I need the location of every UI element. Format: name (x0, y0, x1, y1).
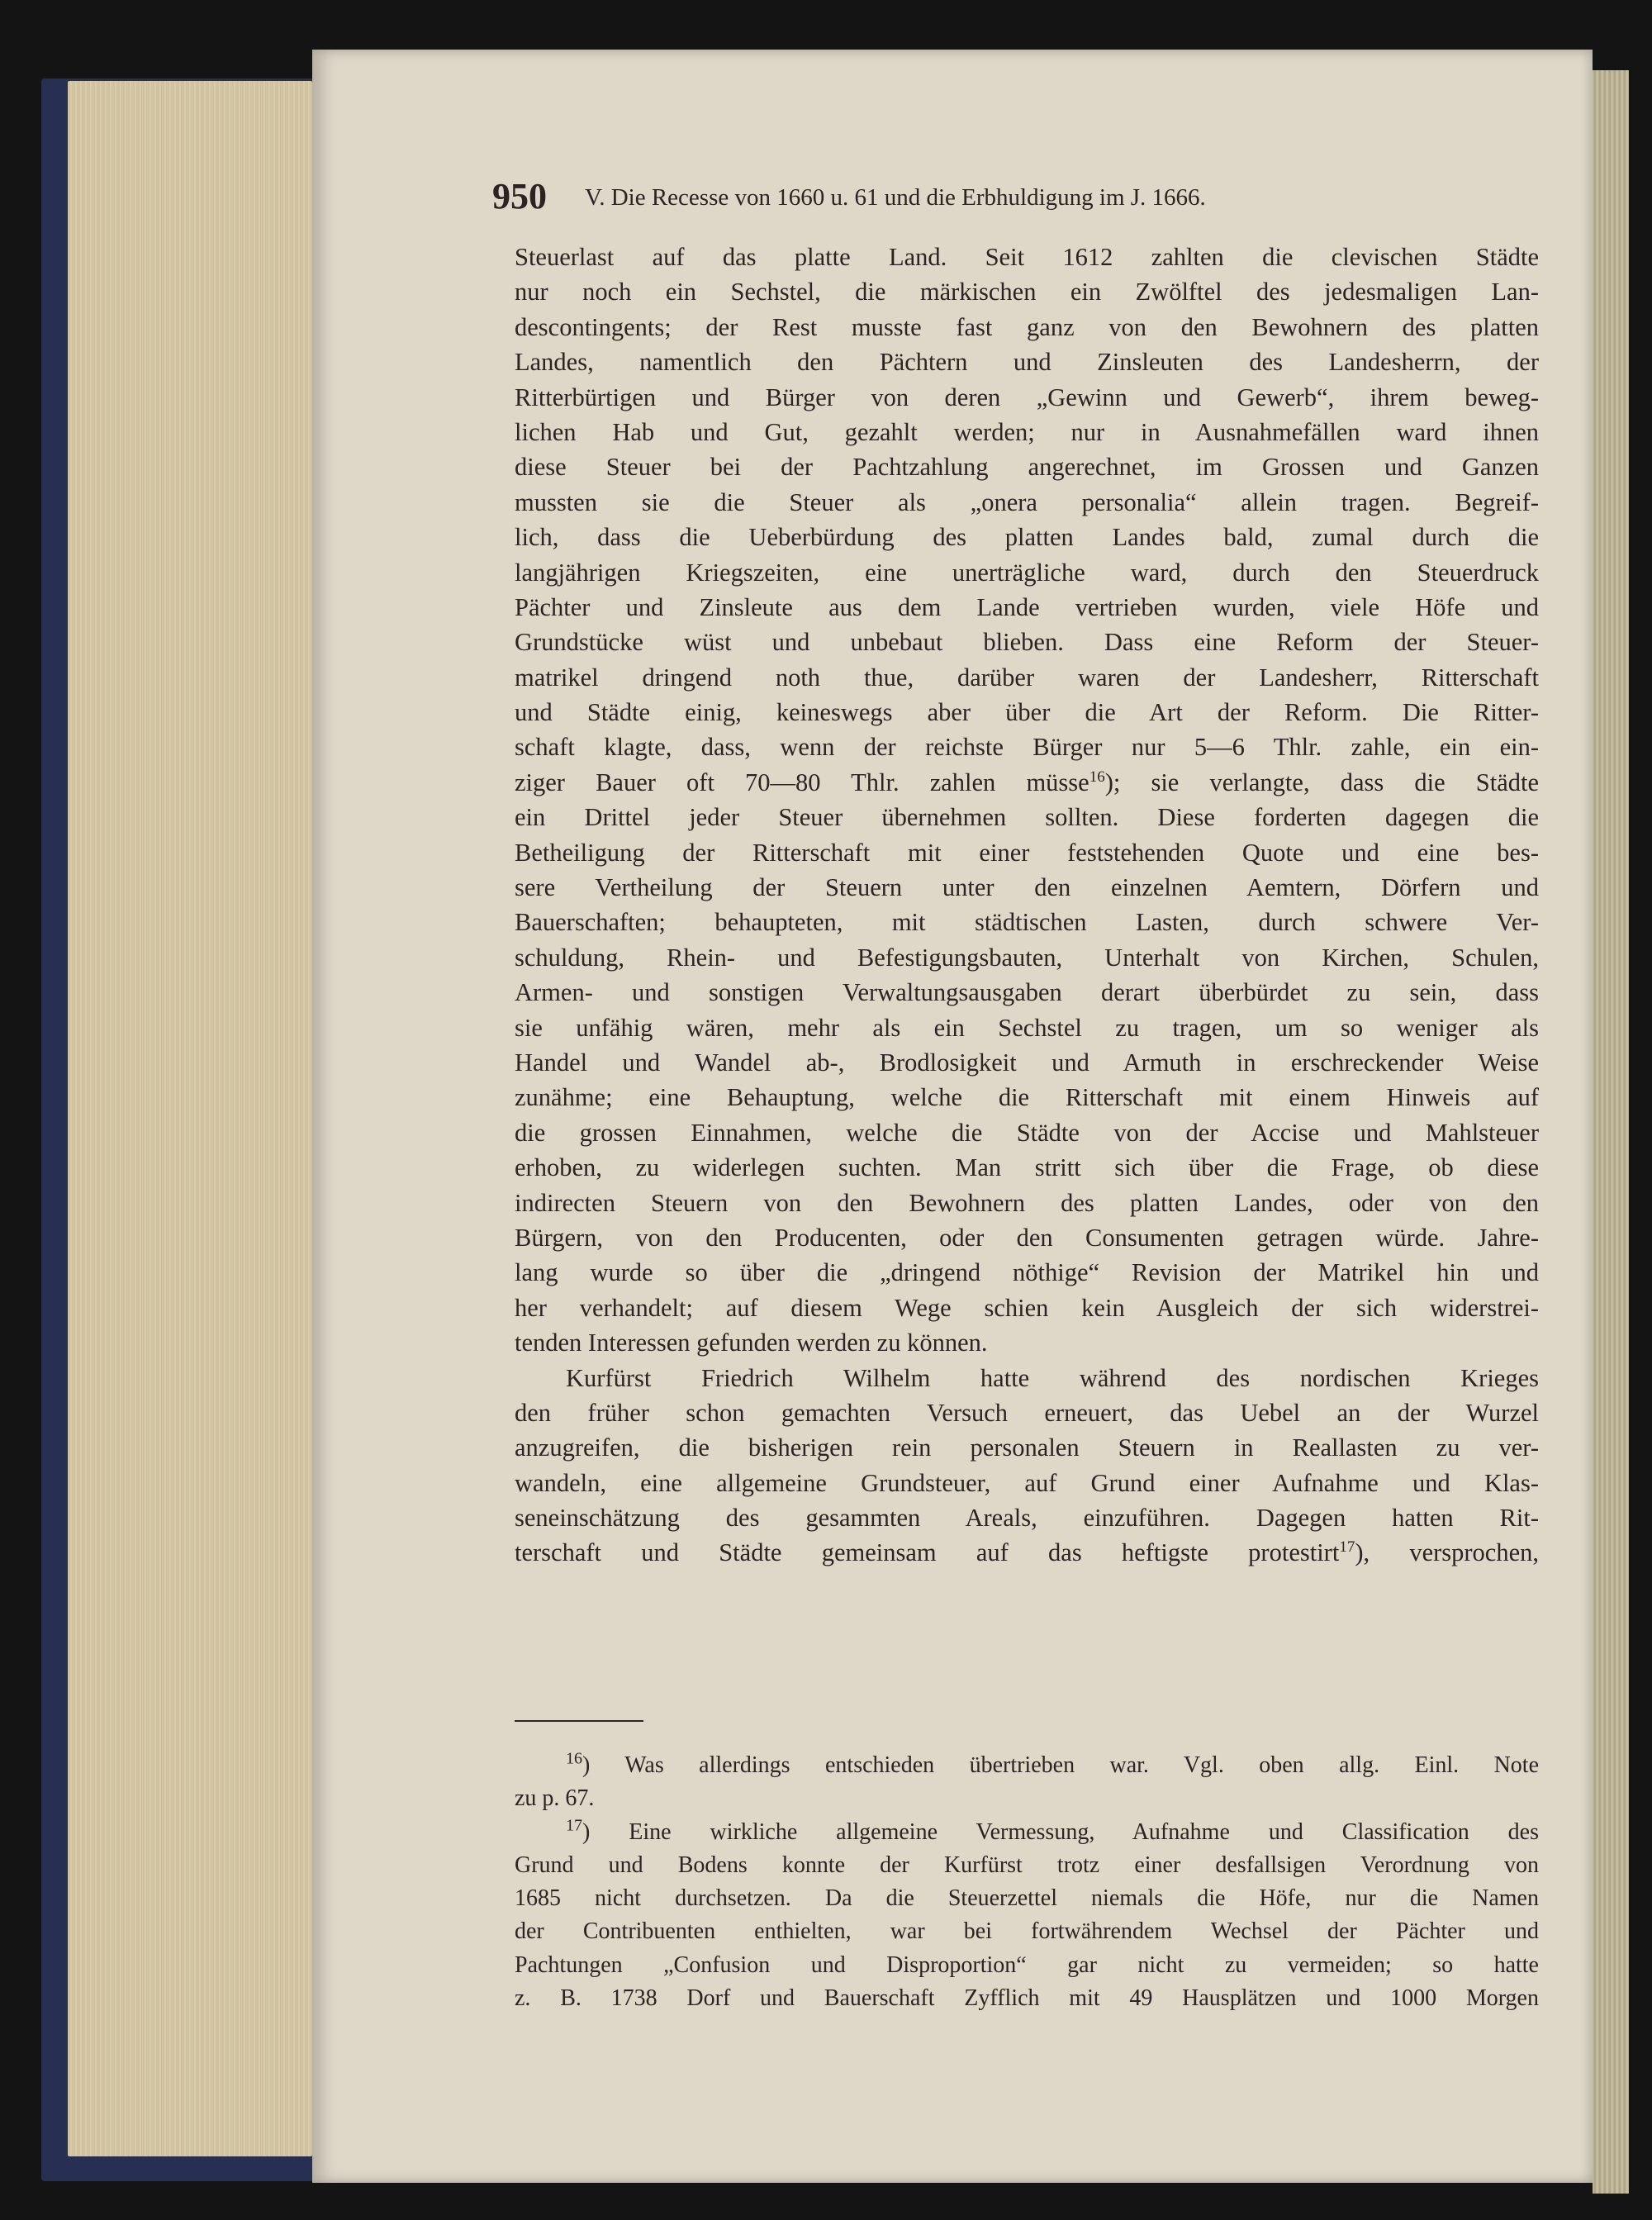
paragraph-start-line: Kurfürst Friedrich Wilhelm hatte während des nordischen Krieges (566, 1363, 1539, 1392)
text-line: matrikel dringend noth thue, darüber waren der Landesherr, Ritterschaft (515, 663, 1539, 692)
footnote-divider (515, 1720, 643, 1722)
text-line: mussten sie die Steuer als „onera personalia“ allein tragen. Begreif- (515, 487, 1539, 516)
text-line: schaft klagte, dass, wenn der reichste Bürger nur 5—6 Thlr. zahle, ein ein- (515, 733, 1539, 762)
text-line: schuldung, Rhein- und Befestigungsbauten, Unterhalt von Kirchen, Schulen, (515, 943, 1539, 972)
text-line: Pächter und Zinsleute aus dem Lande vertrieben wurden, viele Höfe und (515, 592, 1539, 621)
text-line: lich, dass die Ueberbürdung des platten Landes bald, zumal durch die (515, 523, 1539, 552)
line-text: ziger Bauer oft 70—80 Thlr. zahlen müsse (515, 768, 1089, 796)
footnote-17-line: 1685 nicht durchsetzen. Da die Steuerzettel niemals die Höfe, nur die Namen (515, 1885, 1539, 1912)
text-line: seneinschätzung des gesammten Areals, einzuführen. Dagegen hatten Rit- (515, 1504, 1539, 1533)
text-line: nur noch ein Sechstel, die märkischen ein Zwölftel des jedesmaligen Lan- (515, 278, 1539, 307)
text-line (515, 765, 1539, 800)
footnote-16 (515, 1749, 1539, 1782)
text-line: Armen- und sonstigen Verwaltungsausgaben derart überbürdet zu sein, dass (515, 978, 1539, 1007)
text-line: sere Vertheilung der Steuern unter den einzelnen Aemtern, Dörfern und (515, 873, 1539, 902)
text-line: lang wurde so über die „dringend nöthige“ Revision der Matrikel hin und (515, 1258, 1539, 1287)
page-header (492, 172, 1459, 221)
text-line: langjährigen Kriegszeiten, eine unerträgliche ward, durch den Steuerdruck (515, 558, 1539, 587)
page-number: 950 (492, 176, 547, 216)
text-line: Bauerschaften; behaupteten, mit städtischen Lasten, durch schwere Ver- (515, 908, 1539, 937)
page-edges-left (68, 81, 312, 2156)
main-text (515, 240, 1539, 1571)
footnote-17-line: z. B. 1738 Dorf und Bauerschaft Zyfflich mit 49 Hausplätzen und 1000 Morgen (515, 1985, 1539, 2012)
text-line: Grundstücke wüst und unbebaut blieben. Dass eine Reform der Steuer- (515, 628, 1539, 657)
text-line: Bürgern, von den Producenten, oder den Consumenten getragen würde. Jahre- (515, 1223, 1539, 1252)
text-line: anzugreifen, die bisherigen rein personalen Steuern in Reallasten zu ver- (515, 1433, 1539, 1462)
text-line: Betheiligung der Ritterschaft mit einer feststehenden Quote und eine bes- (515, 838, 1539, 867)
footnote-ref-17: 17 (1339, 1538, 1355, 1557)
text-line: wandeln, eine allgemeine Grundsteuer, auf Grund einer Aufnahme und Klas- (515, 1468, 1539, 1497)
book-page (312, 50, 1593, 2183)
footnotes (515, 1749, 1539, 2015)
text-line: Landes, namentlich den Pächtern und Zinsleuten des Landesherrn, der (515, 348, 1539, 377)
text-line: und Städte einig, keineswegs aber über die Art der Reform. Die Ritter- (515, 698, 1539, 727)
text-line: ein Drittel jeder Steuer übernehmen sollten. Diese forderten dagegen die (515, 803, 1539, 832)
text-line: sie unfähig wären, mehr als ein Sechstel zu tragen, um so weniger als (515, 1013, 1539, 1042)
text-line: diese Steuer bei der Pachtzahlung angerechnet, im Grossen und Ganzen (515, 453, 1539, 482)
text-line: Handel und Wandel ab-, Brodlosigkeit und Armuth in erschreckender Weise (515, 1048, 1539, 1077)
paragraph-end-line: tenden Interessen gefunden werden zu können. (515, 1329, 988, 1357)
text-line: descontingents; der Rest musste fast ganz von den Bewohnern des platten (515, 312, 1539, 341)
footnote-17-line: der Contribuenten enthielten, war bei fortwährendem Wechsel der Pächter und (515, 1918, 1539, 1945)
footnote-16-continuation: zu p. 67. (515, 1785, 595, 1812)
text-line (515, 1535, 1539, 1570)
page-edges-right (1593, 70, 1629, 2194)
line-text: ); sie verlangte, dass die Städte (1104, 768, 1539, 796)
text-line: die grossen Einnahmen, welche die Städte von der Accise und Mahlsteuer (515, 1118, 1539, 1147)
footnote-17-line: Pachtungen „Confusion und Disproportion“ gar nicht zu vermeiden; so hatte (515, 1951, 1539, 1978)
footnote-17 (515, 1816, 1539, 1849)
text-line: den früher schon gemachten Versuch erneuert, das Uebel an der Wurzel (515, 1398, 1539, 1427)
running-title: V. Die Recesse von 1660 u. 61 und die Erbhuldigung im J. 1666. (585, 184, 1206, 211)
text-line: her verhandelt; auf diesem Wege schien kein Ausgleich der sich widerstrei- (515, 1293, 1539, 1322)
footnote-marker: 16 (566, 1749, 582, 1768)
footnote-ref-16: 16 (1089, 768, 1105, 786)
text-line: indirecten Steuern von den Bewohnern des platten Landes, oder von den (515, 1188, 1539, 1217)
footnote-17-line: Grund und Bodens konnte der Kurfürst trotz einer desfallsigen Verordnung von (515, 1852, 1539, 1878)
text-line: erhoben, zu widerlegen suchten. Man stritt sich über die Frage, ob diese (515, 1153, 1539, 1182)
footnote-text: ) Eine wirkliche allgemeine Vermessung, Aufnahme und Classification des (582, 1818, 1539, 1845)
text-line: lichen Hab und Gut, gezahlt werden; nur in Ausnahmefällen ward ihnen (515, 417, 1539, 446)
line-text: terschaft und Städte gemeinsam auf das heftigste protestirt (515, 1538, 1340, 1567)
footnote-text: ) Was allerdings entschieden übertrieben war. Vgl. oben allg. Einl. Note (582, 1752, 1539, 1778)
footnote-marker: 17 (566, 1816, 582, 1835)
text-line: zunähme; eine Behauptung, welche die Ritterschaft mit einem Hinweis auf (515, 1083, 1539, 1112)
line-text: ), versprochen, (1355, 1538, 1540, 1567)
text-line: Steuerlast auf das platte Land. Seit 1612 zahlten die clevischen Städte (515, 243, 1539, 271)
text-line: Ritterbürtigen und Bürger von deren „Gewinn und Gewerb“, ihrem beweg- (515, 383, 1539, 411)
